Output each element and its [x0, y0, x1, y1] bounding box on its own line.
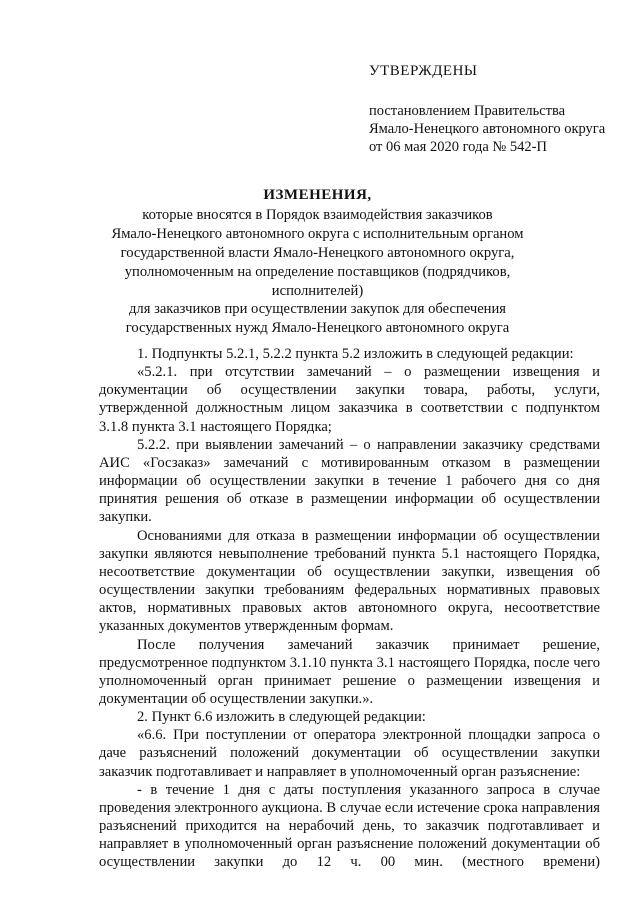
- approval-line: Ямало-Ненецкого автономного округа: [369, 121, 606, 137]
- approval-heading: УТВЕРЖДЕНЫ: [369, 63, 478, 79]
- document-body: [99, 345, 600, 872]
- document-title: ИЗМЕНЕНИЯ,: [263, 187, 372, 203]
- paragraph-point-6-6: «6.6. При поступлении от оператора электронной площадки запроса о даче разъяснений положений документации об осуществлении закупки заказчик подготавливает и направляет в уполномоченный орган разъяснение:: [99, 727, 600, 780]
- paragraph-item-1: 1. Подпункты 5.2.1, 5.2.2 пункта 5.2 изложить в следующей редакции:: [137, 346, 574, 362]
- approval-line: постановлением Правительства: [369, 103, 566, 119]
- approval-line: от 06 мая 2020 года № 542-П: [369, 139, 547, 155]
- paragraph-subpoint-5-2-2: 5.2.2. при выявлении замечаний – о направлении заказчику средствами АИС «Госзаказ» замечаний с мотивированным отказом в размещении информации об осуществлении закупки в течение 1 рабочего дня со дня принятия решения об отказе в размещении информации об осуществлении закупки.: [99, 436, 600, 526]
- title-line: государственных нужд Ямало-Ненецкого автономного округа: [125, 320, 510, 337]
- document-title-block: [90, 186, 545, 338]
- paragraph-one-day-term: - в течение 1 дня с даты поступления указанного запроса в случае проведения электронного аукциона. В случае если истечение срока направления разъяснений приходится на нерабочий день, то заказчик подготавливает и направляет в уполномоченный орган разъяснение положений документации об осуществлении закупки до 12 ч. 00 мин. (местного времени): [99, 781, 600, 871]
- title-line: для заказчиков при осуществлении закупок для обеспечения: [129, 301, 506, 318]
- title-line: государственной власти Ямало-Ненецкого автономного округа,: [120, 244, 515, 261]
- title-line: которые вносятся в Порядок взаимодействия заказчиков: [142, 206, 493, 223]
- paragraph-after-remarks: После получения замечаний заказчик принимает решение, предусмотренное подпунктом 3.1.10 пункта 3.1 настоящего Порядка, после чего уполномоченный орган принимает решение о размещении извещения и документации об осуществлении закупки.».: [99, 636, 600, 707]
- title-line: уполномоченным на определение поставщиков (подрядчиков, исполнителей): [124, 263, 511, 299]
- paragraph-subpoint-5-2-1: «5.2.1. при отсутствии замечаний – о размещении извещения и документации об осуществлении закупки товара, работы, услуги, утвержденной должностным лицом заказчика в соответствии с подпунктом 3.1.8 пункта 3.1 настоящего Порядка;: [99, 364, 600, 435]
- approval-block: [369, 62, 605, 156]
- title-line: Ямало-Ненецкого автономного округа с исполнительным органом: [111, 225, 524, 242]
- paragraph-refusal-grounds: Основаниями для отказа в размещении информации об осуществлении закупки являются невыполнение требований пункта 5.1 настоящего Порядка, несоответствие документации об осуществлении закупки, извещения об осуществлении закупки требованиям федеральных нормативных правовых актов, нормативных правовых актов автономного округа, несоответствие указанных документов утвержденным формам.: [99, 527, 600, 635]
- paragraph-item-2: 2. Пункт 6.6 изложить в следующей редакции:: [137, 709, 426, 726]
